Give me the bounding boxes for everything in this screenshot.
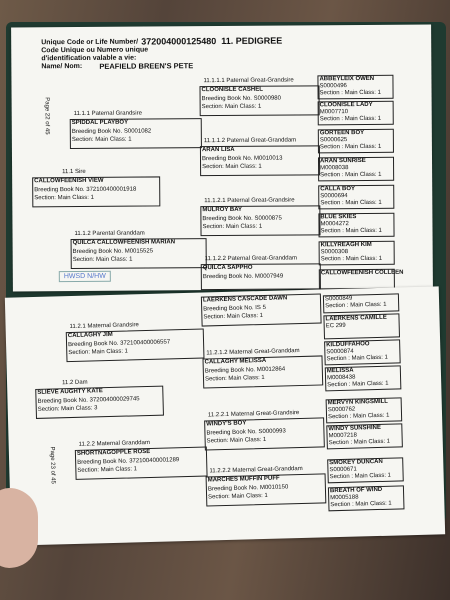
pedigree-page-bottom [5,286,445,545]
pgd-breeding: Breeding Book No. M0015525 [72,248,154,256]
g5-top-sec-7: Section : Main Class: 1 [320,255,383,263]
ggs3-name: LAERKENS CASCADE DAWN [202,295,288,304]
ggs2-name: MULROY BAY [202,206,243,214]
mgs-section: Section: Main Class: 1 [68,348,129,357]
g5-bot-sec-8: Section : Main Class: 1 [330,500,392,509]
g5-bot-sec-1: Section : Main Class: 1 [325,301,387,310]
g5-bot-reg-2: EC 299 [325,322,346,330]
sire-breeding: Breeding Book No. 372100400001918 [34,186,137,194]
ggs3-section: Section: Main Class: 1 [203,312,264,321]
g5-top-name-8: CALLOWFEENISH COLLEEN [320,269,404,277]
g5-bot-name-7: SMOKEY DUNCAN [329,458,383,467]
ggs4-name: WINDY'S BOY [206,420,247,428]
g5-bot-name-5: MERVYN KINGSMILL [327,398,388,407]
ggd3-section: Section: Main Class: 1 [204,374,265,383]
thumb [0,488,38,568]
g5-top-sec-1: Section : Main Class: 1 [319,89,381,97]
ggs2-position: 11.1.2.1 Paternal Great-Grandsire [204,197,295,205]
g5-top-reg-5: S0000694 [320,193,348,200]
unique-code-value: 372004000125480 [141,36,217,47]
mgs-name: CALLAGHY JIM [67,331,113,340]
g5-bot-reg-7: S0000671 [329,466,357,474]
g5-top-reg-7: S0000308 [320,249,349,256]
pgs-position: 11.1.1 Paternal Grandsire [73,110,142,118]
mgd-section: Section: Main Class: 1 [77,466,138,474]
pgs-name: SPIDDAL PLAYBOY [71,119,129,127]
ggd3-position: 11.2.1.2 Maternal Great-Granddam [206,348,300,357]
page-title: 11. PEDIGREE [221,35,283,47]
dog-name: PEAFIELD BREEN'S PETE [99,61,194,71]
g5-bot-name-3: KILDUFFAHOO [326,341,370,349]
g5-top-sec-3: Section : Main Class: 1 [319,143,382,151]
ggd2-position: 11.1.2.2 Paternal Great-Granddam [204,255,298,263]
g5-top-name-7: KILLYREAGH KIM [320,241,372,249]
ggd1-name: ARAN LISA [201,146,235,154]
pedigree-page-top [11,25,433,292]
g5-bot-name-6: WINDY SUNSHINE [328,424,382,433]
pgd-section: Section: Main Class: 1 [72,256,133,264]
g5-bot-reg-6: M0007218 [328,432,357,440]
g5-bot-sec-3: Section : Main Class: 1 [326,354,388,363]
g5-top-sec-4: Section : Main Class: 1 [320,171,382,179]
dam-breeding: Breeding Book No. 372004000029745 [37,396,140,405]
unique-code-label-2: Code Unique ou Numero unique [41,46,149,55]
mgs-position: 11.2.1 Maternal Grandsire [69,322,139,331]
g5-top-reg-1: S0000496 [319,83,347,90]
mgs-breeding: Breeding Book No. 372100400006557 [68,339,171,349]
g5-top-name-4: ARAN SUNRISE [320,157,366,165]
ggs1-breeding: Breeding Book No. S0000980 [201,95,282,103]
ggd4-position: 11.2.2.2 Maternal Great-Granddam [209,465,303,475]
mgd-breeding: Breeding Book No. 372100400001289 [77,457,180,466]
mgd-position: 11.2.2 Maternal Granddam [78,439,151,448]
dam-section: Section: Main Class: 3 [37,405,98,413]
ggs1-section: Section: Main Class: 1 [201,103,262,111]
g5-bot-name-2: LAERKENS CAMILLE [325,314,387,323]
ggs4-section: Section: Main Class: 1 [206,436,267,445]
unique-code-label-3: d'identification valable a vie: [41,54,137,63]
sire-section: Section: Main Class: 1 [34,194,94,202]
ggs1-position: 11.1.1.1 Paternal Great-Grandsire [203,77,294,85]
pgd-name: QUILCA CALLOWFEENISH MARIAN [72,239,176,247]
mgd-name: SHORTNAGOPPLE ROSE [76,448,151,457]
pgs-section: Section: Main Class: 1 [71,136,132,144]
g5-bot-name-8: BREATH OF WIND [329,486,383,495]
ggd4-name: MARCHES MUFFIN PUFF [207,475,280,484]
g5-bot-reg-5: S0000762 [327,406,356,414]
ggs2-section: Section: Main Class: 1 [202,223,263,231]
g5-top-reg-3: S0000625 [319,137,348,144]
sire-position: 11.1 Sire [62,168,86,176]
ggs1-name: CLOONISLE CASHEL [201,86,263,94]
g5-top-sec-6: Section : Main Class: 1 [320,227,382,235]
g5-top-reg-6: M0004272 [320,221,349,228]
ggd3-breeding: Breeding Book No. M0012864 [204,366,286,375]
page-number-bottom: Page 23 of 45 [48,446,56,484]
ggd2-breeding: Breeding Book No. M0007949 [202,273,284,281]
g5-bot-sec-5: Section : Main Class: 1 [327,412,390,421]
pgs-breeding: Breeding Book No. S0001082 [71,128,152,136]
g5-top-name-2: CLOONISLE LADY [319,101,373,109]
g5-top-sec-2: Section : Main Class: 1 [319,115,382,123]
g5-top-name-5: CALLA BOY [320,186,356,193]
g5-bot-reg-1: S0000849 [324,295,353,303]
ggd2-name: QUILCA SAPPHO [202,264,253,272]
ggs4-breeding: Breeding Book No. S0000993 [206,428,286,437]
g5-top-name-1: ABBEYLEIX OWEN [319,75,375,83]
page-number-top: Page 22 of 45 [43,97,50,135]
ggd4-section: Section: Main Class: 1 [208,492,268,501]
g5-bot-reg-4: M0008438 [326,374,356,382]
ggs3-breeding: Breeding Book No. IS 5 [203,304,266,313]
g5-top-name-6: BLUE SKIES [320,214,357,221]
ggs4-position: 11.2.2.1 Maternal Great-Grandsire [207,410,300,419]
ggd3-name: CALLAGHY MELISSA [204,357,267,366]
ggd1-breeding: Breeding Book No. M0010013 [201,155,283,163]
g5-bot-reg-8: M0005188 [330,494,359,502]
g5-bot-sec-4: Section : Main Class: 1 [327,380,389,389]
g5-top-reg-2: M0007710 [319,109,349,116]
g5-top-name-3: GORTEEN BOY [319,130,365,137]
g5-bot-sec-6: Section : Main Class: 1 [328,438,391,447]
g5-bot-reg-3: S0000874 [326,348,354,356]
name-label: Name/ Nom: [41,62,83,71]
g5-bot-sec-7: Section : Main Class: 1 [329,472,392,481]
g5-top-reg-4: M0008038 [320,165,349,172]
g5-top-sec-5: Section : Main Class: 1 [320,199,382,207]
hwsd-stamp: HWSD N/HW [59,271,111,282]
g5-bot-name-4: MELISSA [326,367,354,375]
ggd4-breeding: Breeding Book No. M0010150 [207,484,289,493]
pgd-position: 11.1.2 Parental Granddam [74,230,145,238]
ggd1-position: 11.1.1.2 Paternal Great-Granddam [203,137,297,145]
sire-name: CALLOWFEENISH VIEW [34,177,104,185]
ggs2-breeding: Breeding Book No. S0000875 [202,215,282,223]
dam-position: 11.2 Dam [62,379,88,387]
ggd1-section: Section: Main Class: 1 [202,163,262,171]
dam-name: SLIEVE AUGHTY KATE [37,388,103,396]
unique-code-label-1: Unique Code or Life Number/ [41,38,139,47]
